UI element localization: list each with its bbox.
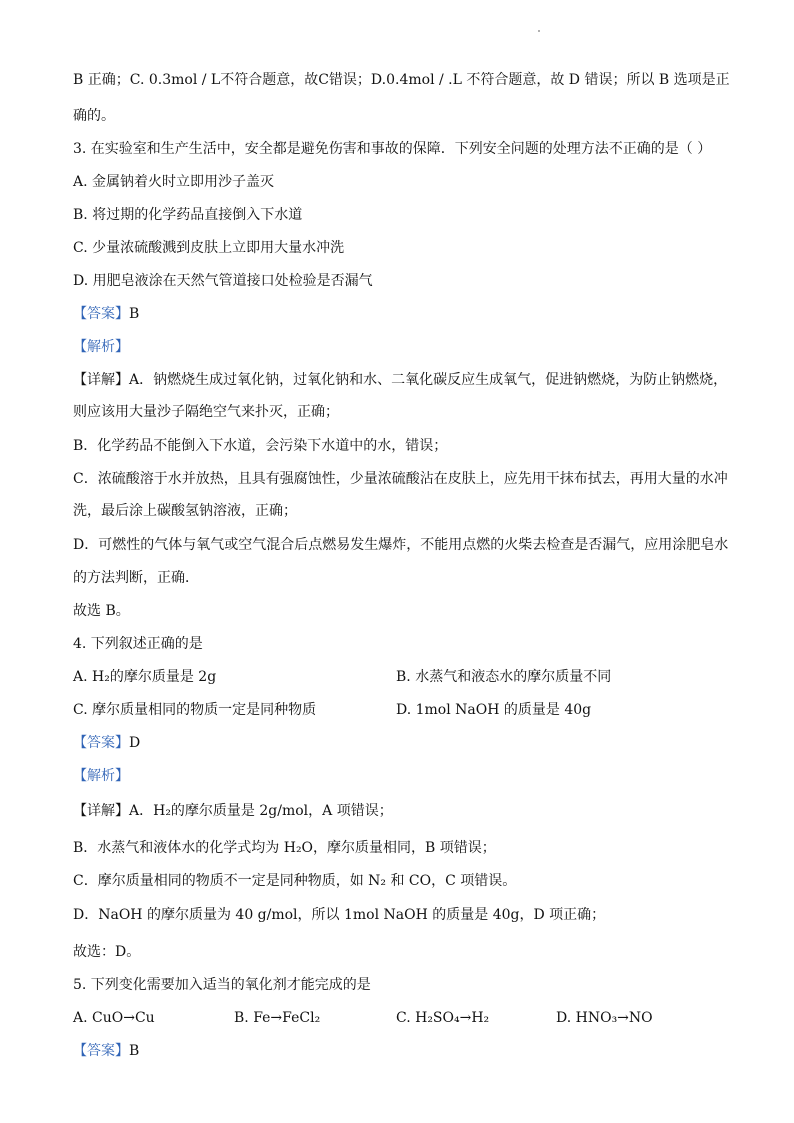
q4-detail-line-2: B．水蒸气和液体水的化学式均为 H₂O，摩尔质量相同，B 项错误； — [73, 840, 496, 856]
q5-answer — [73, 1041, 139, 1061]
prev-answer-line-2: 确的。 — [73, 108, 115, 124]
q4-detail-text-1: A．H₂的摩尔质量是 2g/mol，A 项错误； — [129, 803, 393, 819]
q3-detail-line-4: C．浓硫酸溶于水并放热，且具有强腐蚀性，少量浓硫酸沾在皮肤上，应先用干抹布拭去，再用大量的水冲 — [73, 471, 728, 487]
q4-stem: 4. 下列叙述正确的是 — [73, 636, 203, 652]
q4-option-d: D. 1mol NaOH 的质量是 40g — [396, 702, 592, 718]
q4-option-b: B. 水蒸气和液态水的摩尔质量不同 — [396, 669, 612, 685]
page-dot-mark — [538, 30, 540, 32]
q3-answer-value: B — [129, 306, 140, 322]
q4-answer-tag: 【答案】 — [73, 735, 129, 751]
q4-answer-value: D — [129, 735, 141, 751]
q3-option-b: B. 将过期的化学药品直接倒入下水道 — [73, 207, 303, 223]
q4-detail-line-1 — [73, 801, 393, 821]
q4-answer — [73, 733, 140, 753]
q3-detail-tag: 【详解】 — [73, 372, 129, 388]
q4-detail-line-4: D．NaOH 的摩尔质量为 40 g/mol，所以 1mol NaOH 的质量是 40g，D 项正确； — [73, 907, 606, 923]
q4-analysis-tag: 【解析】 — [73, 768, 129, 784]
q3-analysis-tag: 【解析】 — [73, 339, 129, 355]
q4-detail-line-3: C．摩尔质量相同的物质不一定是同种物质，如 N₂ 和 CO，C 项错误。 — [73, 873, 517, 889]
q3-detail-line-2: 则应该用大量沙子隔绝空气来扑灭，正确； — [73, 404, 339, 420]
q4-conclusion: 故选：D。 — [73, 944, 141, 960]
q5-answer-value: B — [129, 1043, 140, 1059]
q3-detail-line-1 — [73, 370, 727, 390]
q3-detail-line-5: 洗，最后涂上碳酸氢钠溶液，正确； — [73, 503, 297, 519]
prev-answer-line-1: B 正确；C. 0.3mol / L不符合题意，故C错误；D.0.4mol / .L 不符合题意，故 D 错误；所以 B 选项是正 — [73, 72, 730, 88]
q3-detail-line-6: D．可燃性的气体与氧气或空气混合后点燃易发生爆炸，不能用点燃的火柴去检查是否漏气，应用涂肥皂水 — [73, 537, 729, 553]
q3-answer-tag: 【答案】 — [73, 306, 129, 322]
q3-stem: 3. 在实验室和生产生活中，安全都是避免伤害和事故的保障．下列安全问题的处理方法不正确的是（ ） — [73, 141, 712, 157]
q4-option-c: C. 摩尔质量相同的物质一定是同种物质 — [73, 702, 317, 718]
q3-option-c: C. 少量浓硫酸溅到皮肤上立即用大量水冲洗 — [73, 240, 345, 256]
q5-option-d: D. HNO₃→NO — [556, 1010, 653, 1026]
q5-option-b: B. Fe→FeCl₂ — [234, 1010, 321, 1026]
q4-option-a: A. H₂的摩尔质量是 2g — [73, 669, 217, 685]
q3-detail-line-3: B．化学药品不能倒入下水道，会污染下水道中的水，错误； — [73, 438, 448, 454]
q4-detail-tag: 【详解】 — [73, 803, 129, 819]
q3-conclusion: 故选 B。 — [73, 603, 130, 619]
q5-answer-tag: 【答案】 — [73, 1043, 129, 1059]
q3-detail-line-7: 的方法判断，正确． — [73, 570, 199, 586]
q3-option-a: A. 金属钠着火时立即用沙子盖灭 — [73, 174, 275, 190]
q3-detail-text-1: A．钠燃烧生成过氧化钠，过氧化钠和水、二氧化碳反应生成氧气，促进钠燃烧，为防止钠燃烧， — [129, 372, 728, 388]
q3-option-d: D. 用肥皂液涂在天然气管道接口处检验是否漏气 — [73, 273, 373, 289]
q3-answer — [73, 304, 139, 324]
q5-option-a: A. CuO→Cu — [73, 1010, 155, 1026]
q5-stem: 5. 下列变化需要加入适当的氧化剂才能完成的是 — [73, 977, 371, 993]
q5-option-c: C. H₂SO₄→H₂ — [396, 1010, 490, 1026]
